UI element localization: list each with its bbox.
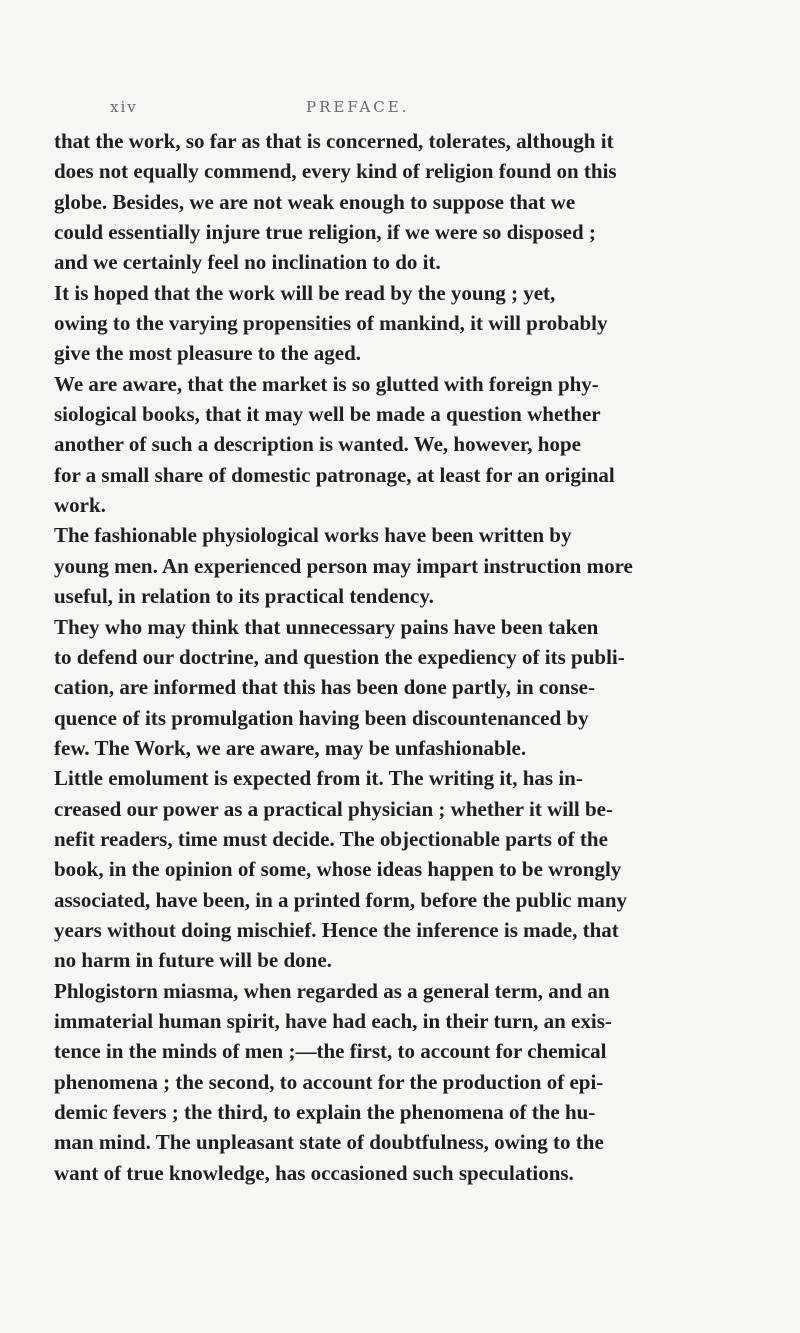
- text-line: nefit readers, time must decide. The objectionable parts of the: [54, 826, 608, 851]
- text-line: Little emolument is expected from it. The writing it, has in-: [54, 766, 583, 791]
- paragraph: [54, 612, 770, 976]
- paragraph: [54, 369, 770, 521]
- running-title: PREFACE.: [306, 98, 410, 116]
- text-line: want of true knowledge, has occasioned such speculations.: [54, 1160, 574, 1185]
- paragraph: [54, 278, 770, 369]
- text-line: young men. An experienced person may impart instruction more: [54, 553, 633, 578]
- text-line: immaterial human spirit, have had each, in their turn, an exis-: [54, 1008, 612, 1033]
- text-line: globe. Besides, we are not weak enough to suppose that we: [54, 189, 576, 214]
- text-line: owing to the varying propensities of mankind, it will probably: [54, 311, 608, 336]
- text-line: give the most pleasure to the aged.: [54, 341, 361, 366]
- text-line: book, in the opinion of some, whose ideas happen to be wrongly: [54, 857, 622, 882]
- text-line: phenomena ; the second, to account for the production of epi-: [54, 1069, 604, 1094]
- text-line: They who may think that unnecessary pains have been taken: [54, 614, 599, 639]
- text-line: siological books, that it may well be made a question whether: [54, 402, 601, 427]
- text-line: years without doing mischief. Hence the inference is made, that: [54, 917, 619, 942]
- text-line: We are aware, that the market is so glutted with foreign phy-: [54, 371, 599, 396]
- text-line: and we certainly feel no inclination to do it.: [54, 250, 441, 275]
- paragraph: [54, 126, 770, 278]
- paragraph: [54, 976, 770, 1188]
- text-line: work.: [54, 493, 106, 518]
- text-line: useful, in relation to its practical tendency.: [54, 584, 434, 609]
- text-line: tence in the minds of men ;—the first, to account for chemical: [54, 1039, 607, 1064]
- text-line: man mind. The unpleasant state of doubtfulness, owing to the: [54, 1130, 604, 1155]
- text-line: The fashionable physiological works have been written by: [54, 523, 572, 548]
- text-line: demic fevers ; the third, to explain the phenomena of the hu-: [54, 1100, 596, 1124]
- running-head: [110, 92, 710, 120]
- text-line: It is hoped that the work will be read by the young ; yet,: [54, 280, 556, 305]
- text-line: does not equally commend, every kind of religion found on this: [54, 159, 617, 184]
- paragraph: [54, 520, 770, 611]
- text-line: no harm in future will be done.: [54, 948, 332, 973]
- text-line: few. The Work, we are aware, may be unfashionable.: [54, 735, 527, 760]
- text-line: another of such a description is wanted. We, however, hope: [54, 432, 581, 457]
- text-line: associated, have been, in a printed form, before the public many: [54, 887, 628, 912]
- text-line: to defend our doctrine, and question the expediency of its publi-: [54, 644, 625, 669]
- text-line: creased our power as a practical physician ; whether it will be-: [54, 796, 613, 821]
- text-line: could essentially injure true religion, if we were so disposed ;: [54, 220, 596, 245]
- text-line: that the work, so far as that is concerned, tolerates, although it: [54, 129, 614, 153]
- text-line: quence of its promulgation having been discountenanced by: [54, 705, 589, 730]
- page-number: xiv: [110, 98, 138, 116]
- text-line: for a small share of domestic patronage, at least for an original: [54, 462, 615, 487]
- text-line: Phlogistorn miasma, when regarded as a general term, and an: [54, 978, 610, 1003]
- body-text: [54, 126, 770, 1188]
- text-line: cation, are informed that this has been done partly, in conse-: [54, 675, 595, 700]
